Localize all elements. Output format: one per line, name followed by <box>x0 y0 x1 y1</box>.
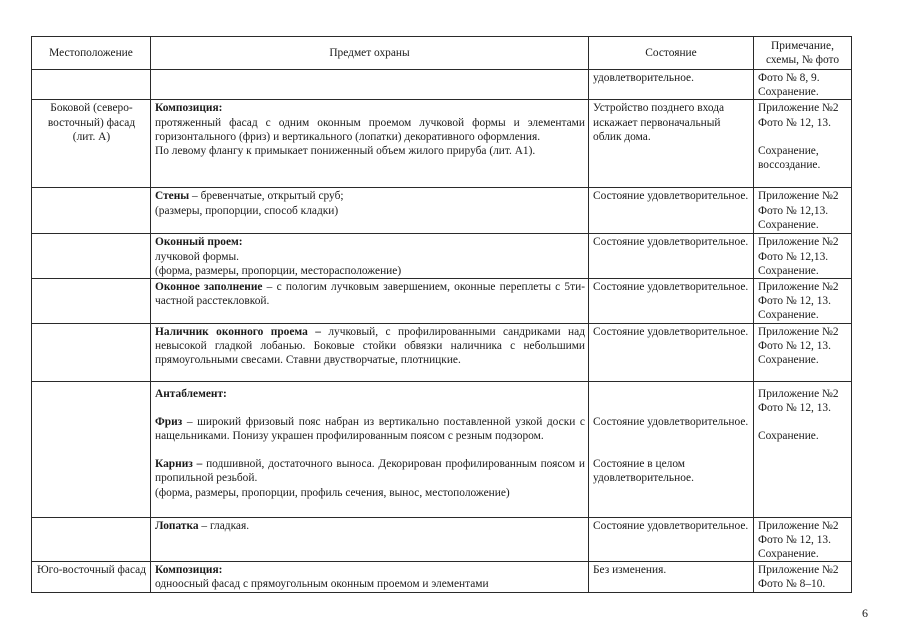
note-line: Сохранение. <box>758 548 819 561</box>
spacer <box>593 383 750 415</box>
note-line: Сохранение. <box>758 430 819 443</box>
note-line: Приложение №2 <box>758 564 839 577</box>
cell-note <box>754 323 852 381</box>
table-row <box>32 100 852 188</box>
cell-location <box>32 381 151 517</box>
subject-title: Оконный проем: <box>155 236 243 249</box>
cell-state: Устройство позднего входа искажает первоначальный облик дома. <box>589 100 754 188</box>
cell-subject <box>151 70 589 100</box>
note-line: Фото № 12,13. <box>758 204 829 217</box>
cell-note <box>754 188 852 234</box>
subject-text: – бревенчатые, открытый сруб; <box>189 190 344 203</box>
note-line: Сохранение, воссоздание. <box>758 144 821 172</box>
note-line: Фото № 12, 13. <box>758 339 831 352</box>
cell-subject <box>151 381 589 517</box>
note-line: Фото № 8–10. <box>758 578 826 591</box>
cell-subject <box>151 100 589 188</box>
spacer <box>155 443 585 457</box>
cell-location <box>32 517 151 562</box>
subject-text: одноосный фасад с прямоугольным оконным проемом и элементами <box>155 578 489 591</box>
cell-subject <box>151 279 589 324</box>
table-row <box>32 279 852 324</box>
cell-note <box>754 562 852 592</box>
cell-location <box>32 188 151 234</box>
subject-text: лучковый, с профилированными сандриками над невысокой гладкой лобанью. Боковые стойки обвязки наличника с небольшими прямоугольными свесами. Ставни двустворчатые, плотницкие. <box>155 325 585 367</box>
note-line: Приложение №2 <box>758 236 839 249</box>
subject-text: (размеры, пропорции, способ кладки) <box>155 204 339 217</box>
note-line: Фото № 12, 13. <box>758 295 831 308</box>
note-line: Приложение №2 <box>758 190 839 203</box>
cell-location <box>32 323 151 381</box>
cell-note <box>754 381 852 517</box>
table-row <box>32 70 852 100</box>
table-row <box>32 562 852 592</box>
note-line: Приложение №2 <box>758 281 839 294</box>
spacer <box>593 429 750 457</box>
cell-state: Состояние удовлетворительное. <box>589 323 754 381</box>
cell-state: Состояние удовлетворительное. <box>589 517 754 562</box>
cell-location <box>32 70 151 100</box>
cell-note <box>754 279 852 324</box>
subject-title: Стены <box>155 190 190 203</box>
friz-title: Фриз <box>155 415 183 428</box>
note-line: Фото № 12, 13. <box>758 533 831 546</box>
cell-location <box>32 234 151 279</box>
cell-subject <box>151 517 589 562</box>
cell-state: Состояние удовлетворительное. <box>589 188 754 234</box>
header-state: Состояние <box>589 37 754 70</box>
subject-text: протяженный фасад с одним оконным проемом лучковой формы и элементами горизонтального (фриз) и вертикального (лопатки) декоративного оформления. <box>155 116 585 143</box>
cell-subject <box>151 562 589 592</box>
cell-note <box>754 234 852 279</box>
cell-state: Состояние удовлетворительное. <box>589 234 754 279</box>
note-line: Сохранение. <box>758 86 819 99</box>
karniz-title: Карниз – <box>155 458 203 471</box>
cell-subject <box>151 188 589 234</box>
table-row <box>32 323 852 381</box>
spacer <box>758 415 848 429</box>
note-line: Фото № 12, 13. <box>758 401 831 414</box>
subject-text: (форма, размеры, пропорции, месторасположение) <box>155 264 402 277</box>
note-line: Приложение №2 <box>758 387 839 400</box>
note-line: Фото № 12, 13. <box>758 116 831 129</box>
subject-text: По левому флангу к примыкает пониженный объем жилого прируба (лит. А1). <box>155 145 536 158</box>
subject-text: – с пологим лучковым завершением, оконные переплеты с 5ти-частной расстекловкой. <box>155 281 585 308</box>
header-location: Местоположение <box>32 37 151 70</box>
subject-line <box>155 189 585 203</box>
subject-text: – гладкая. <box>198 519 250 532</box>
table-row <box>32 188 852 234</box>
table-row <box>32 381 852 517</box>
cell-location: Юго-восточный фасад <box>32 562 151 592</box>
note-line: Сохранение. <box>758 264 819 277</box>
cell-subject <box>151 234 589 279</box>
note-line: Сохранение. <box>758 309 819 322</box>
spacer <box>155 401 585 415</box>
note-gap <box>758 130 848 144</box>
cell-state: Состояние удовлетворительное. <box>589 279 754 324</box>
table-row <box>32 517 852 562</box>
cell-state: Без изменения. <box>589 562 754 592</box>
page-number: 6 <box>862 606 868 620</box>
cell-state <box>589 381 754 517</box>
note-line: Фото № 12,13. <box>758 250 829 263</box>
karniz-block <box>155 457 585 485</box>
antablement-title: Антаблемент: <box>155 387 227 400</box>
table-row <box>32 234 852 279</box>
note-line: Приложение №2 <box>758 519 839 532</box>
friz-text: – широкий фризовый пояс набран из вертикально поставленной узкой доски с нащельниками. Понизу украшен профилированным поясом с резным подзором. <box>155 415 585 443</box>
note-line: Фото № 8, 9. <box>758 72 820 84</box>
cell-subject <box>151 323 589 381</box>
note-line: Приложение №2 <box>758 325 839 338</box>
subject-title: Оконное заполнение <box>155 281 263 294</box>
cell-note <box>754 517 852 562</box>
cell-state: удовлетворительное. <box>589 70 754 100</box>
header-subject: Предмет охраны <box>151 37 589 70</box>
subject-title: Наличник оконного проема – <box>155 325 321 338</box>
cell-location <box>32 279 151 324</box>
state-karniz: Состояние в целом удовлетворительное. <box>593 457 694 485</box>
subject-title: Композиция: <box>155 564 223 577</box>
subject-title: Композиция: <box>155 102 223 115</box>
cell-note <box>754 100 852 188</box>
subject-title: Лопатка <box>155 519 199 532</box>
protection-subject-table <box>31 36 852 593</box>
karniz-text: (форма, размеры, пропорции, профиль сечения, вынос, местоположение) <box>155 486 510 499</box>
cell-note <box>754 70 852 100</box>
karniz-text: подшивной, достаточного выноса. Декорирован профилированным поясом и пропильной резьбой. <box>155 458 585 485</box>
state-friz: Состояние удовлетворительное. <box>593 415 749 428</box>
subject-text: лучковой формы. <box>155 250 240 263</box>
note-line: Приложение №2 <box>758 102 839 115</box>
table-header-row <box>32 37 852 70</box>
friz-block <box>155 415 585 443</box>
note-line: Сохранение. <box>758 354 819 367</box>
header-note: Примечание, схемы, № фото <box>754 37 852 70</box>
cell-location: Боковой (северо-восточный) фасад (лит. А) <box>32 100 151 188</box>
note-line: Сохранение. <box>758 218 819 231</box>
